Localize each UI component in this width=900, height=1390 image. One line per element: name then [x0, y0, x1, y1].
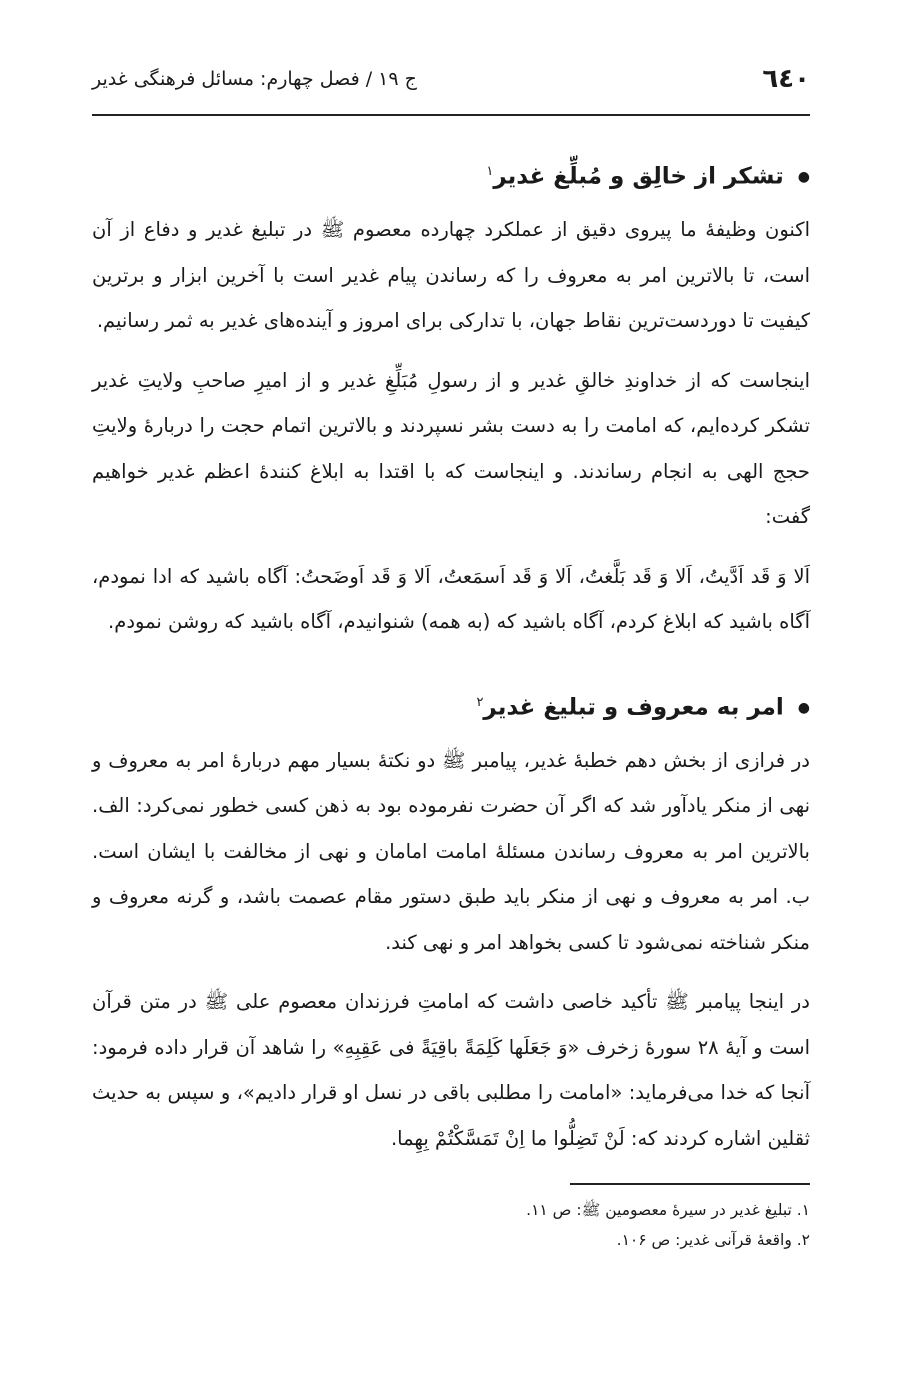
- paragraph: در فرازی از بخش دهم خطبهٔ غدیر، پیامبر ﷺ دو نکتهٔ بسیار مهم دربارهٔ امر به معروف و نهی از منکر یادآور شد که اگر آن حضرت نفرموده بود به ذهن کسی خطور نمی‌کرد: الف. بالاترین امر به معروف رساندن مسئلهٔ امامت امامان و نهی از مخالفت با ایشان است. ب. امر به معروف و نهی از منکر باید طبق دستور مقام عصمت باشد، و گرنه معروف و منکر شناخته نمی‌شود تا کسی بخواهد امر و نهی کند.: [92, 748, 810, 954]
- book-page: [92, 62, 810, 1362]
- running-title: ج ۱۹ / فصل چهارم: مسائل فرهنگی غدیر: [92, 68, 417, 90]
- bullet-icon: ●: [797, 169, 810, 186]
- paragraph: اَلا وَ قَد اَدَّیتُ، اَلا وَ قَد بَلَّغتُ، اَلا وَ قَد اَسمَعتُ، اَلا وَ قَد اَوضَحتُ: آگاه باشید که ادا نمودم، آگاه باشید که ابلاغ کردم، آگاه باشید که (به همه) شنوانیدم، آگاه باشید که روشن نمودم.: [92, 564, 810, 634]
- bullet-icon: ●: [797, 699, 810, 716]
- footnote-divider: [570, 1183, 810, 1185]
- section-title: تشکر از خالِق و مُبلِّغ غدیر: [493, 163, 784, 190]
- paragraph: اکنون وظیفهٔ ما پیروی دقیق از عملکرد چهارده معصوم ﷺ در تبلیغ غدیر و دفاع از آن است، تا بالاترین امر به معروف را که رساندن پیام غدیر است با آخرین ابزار و برترین کیفیت تا دوردست‌ترین نقاط جهان، با تدارکی برای امروز و آینده‌های غدیر به ثمر رسانیم.: [92, 218, 810, 333]
- page-number: ٦٤٠: [762, 64, 810, 94]
- footnote: ۲. واقعهٔ قرآنی غدیر: ص ۱۰۶.: [616, 1231, 810, 1250]
- paragraph: اینجاست که از خداوندِ خالقِ غدیر و از رسولِ مُبَلِّغِ غدیر و از امیرِ صاحبِ ولایتِ غدیر تشکر کرده‌ایم، که امامت را به دست بشر نسپردند و بالاترین اتمام حجت را دربارهٔ ولایتِ حجج الهی به انجام رساندند. و اینجاست که با اقتدا به ابلاغ کنندهٔ اعظم غدیر خواهیم گفت:: [92, 368, 810, 529]
- footnote-mark: ۲: [476, 694, 484, 710]
- footnote: ۱. تبلیغ غدیر در سیرهٔ معصومین ﷺ: ص ۱۱.: [526, 1201, 810, 1220]
- section-heading-gratitude: [92, 152, 810, 197]
- footnote-mark: ۱: [486, 164, 494, 179]
- paragraph: در اینجا پیامبر ﷺ تأکید خاصی داشت که امامتِ فرزندان معصوم علی ﷺ در متن قرآن است و آیهٔ ۲۸ سورهٔ زخرف «وَ جَعَلَها کَلِمَةً باقِیَةً فی عَقِبِهِ» را شاهد آن قرار داده فرمود: آنجا که خدا می‌فرماید: «امامت را مطلبی باقی در نسل او قرار دادیم»، و سپس به حدیث ثقلین اشاره کردند که: لَنْ تَضِلُّوا ما اِنْ تَمَسَّکْتُمْ بِهِما.: [92, 990, 810, 1150]
- section-heading-enjoining-good: [92, 683, 810, 728]
- page-header: [92, 62, 810, 116]
- section-title: امر به معروف و تبلیغ غدیر: [483, 694, 784, 721]
